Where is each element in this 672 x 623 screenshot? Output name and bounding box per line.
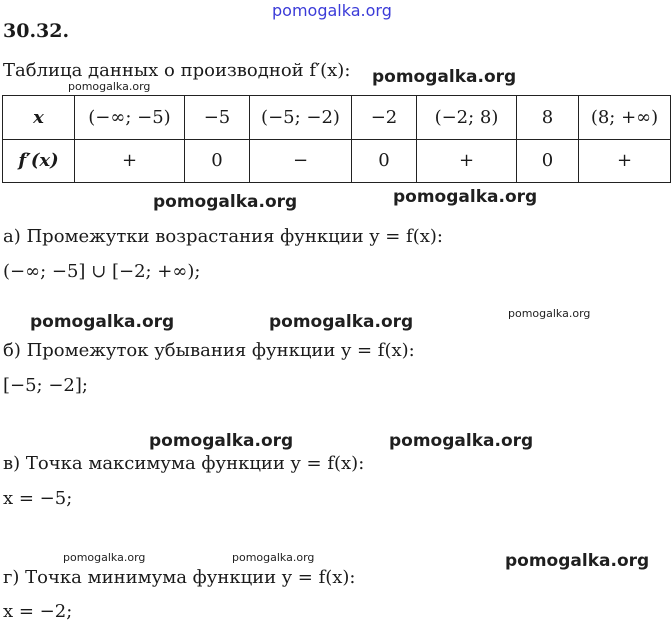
- part-a-answer: (−∞; −5] ∪ [−2; +∞);: [3, 261, 201, 282]
- watermark-bottom-right: pomogalka.org: [505, 551, 650, 571]
- watermark-mid-small-right: pomogalka.org: [508, 307, 591, 320]
- part-a-question: а) Промежутки возрастания функции y = f(x):: [3, 226, 443, 247]
- table-cell: (−5; −2): [250, 96, 352, 140]
- part-b-question: б) Промежуток убывания функции y = f(x):: [3, 340, 415, 361]
- part-c-question: в) Точка максимума функции y = f(x):: [3, 453, 365, 474]
- watermark-top: pomogalka.org: [272, 1, 392, 20]
- watermark-bottom-small-left: pomogalka.org: [63, 551, 146, 564]
- watermark-mid-left: pomogalka.org: [30, 312, 175, 332]
- table-cell: (−∞; −5): [75, 96, 185, 140]
- part-b-answer: [−5; −2];: [3, 375, 88, 396]
- table-cell: 0: [517, 139, 579, 183]
- part-d-question: г) Точка минимума функции y = f(x):: [3, 567, 356, 588]
- table-cell: −2: [352, 96, 417, 140]
- watermark-small-left: pomogalka.org: [68, 80, 151, 93]
- table-title: Таблица данных о производной f′(x):: [3, 60, 351, 81]
- table-row-x: [3, 96, 671, 140]
- watermark-after-table-right: pomogalka.org: [393, 187, 538, 207]
- watermark-after-table-left: pomogalka.org: [153, 192, 298, 212]
- part-d-answer: x = −2;: [3, 601, 73, 622]
- derivative-table: [2, 95, 671, 183]
- table-header-x: x: [3, 96, 75, 140]
- part-c-answer: x = −5;: [3, 488, 73, 509]
- watermark-title-right: pomogalka.org: [372, 67, 517, 87]
- table-cell: −: [250, 139, 352, 183]
- watermark-lower-right: pomogalka.org: [389, 431, 534, 451]
- table-cell: 0: [352, 139, 417, 183]
- problem-number: 30.32.: [3, 20, 70, 42]
- table-cell: +: [579, 139, 671, 183]
- table-header-fprime: f′(x): [3, 139, 75, 183]
- watermark-lower-left: pomogalka.org: [149, 431, 294, 451]
- table-cell: +: [417, 139, 517, 183]
- table-cell: 0: [185, 139, 250, 183]
- table-row-fprime: [3, 139, 671, 183]
- table-cell: (8; +∞): [579, 96, 671, 140]
- table-cell: (−2; 8): [417, 96, 517, 140]
- table-cell: 8: [517, 96, 579, 140]
- table-cell: −5: [185, 96, 250, 140]
- watermark-bottom-small-center: pomogalka.org: [232, 551, 315, 564]
- table-cell: +: [75, 139, 185, 183]
- watermark-mid-center: pomogalka.org: [269, 312, 414, 332]
